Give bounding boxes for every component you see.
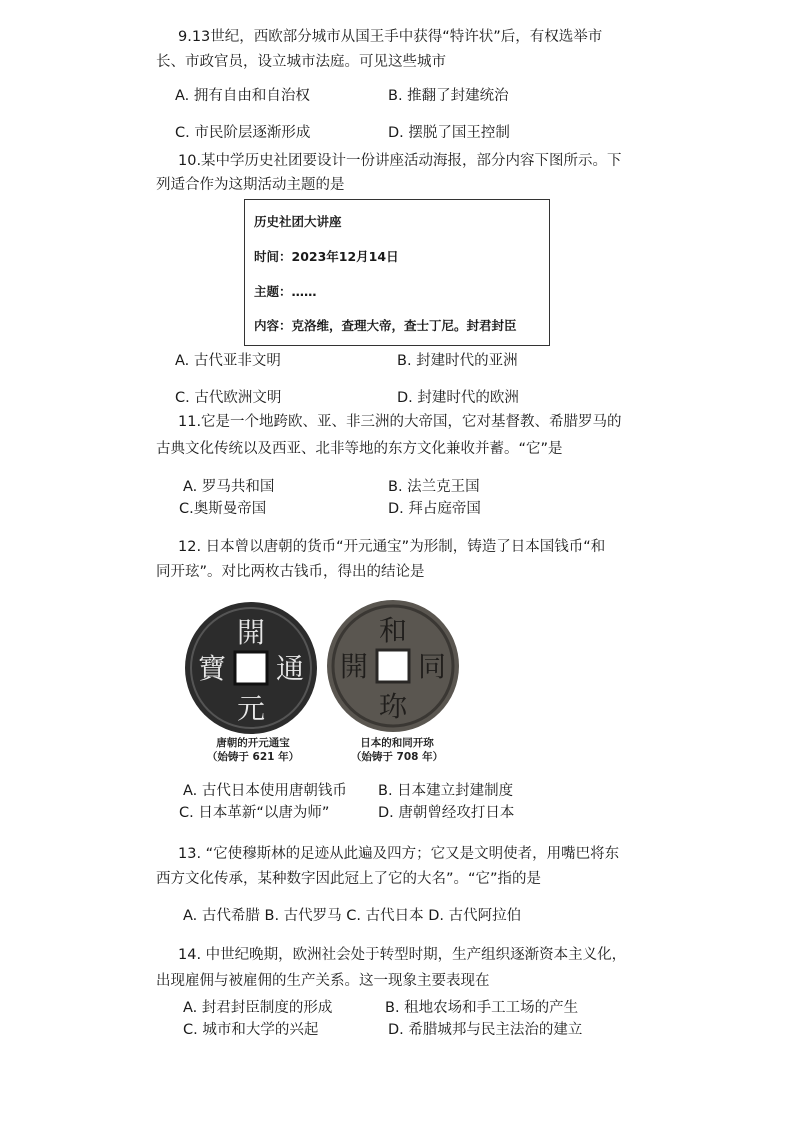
q11-option-c[interactable]: C.奥斯曼帝国	[179, 501, 267, 517]
q14-option-c[interactable]: C. 城市和大学的兴起	[183, 1022, 319, 1038]
q12-stem-line1: 12. 日本曾以唐朝的货币“开元通宝”为形制，铸造了日本国钱币“和	[178, 539, 606, 555]
poster-theme: 主题：……	[254, 284, 317, 299]
q13-stem-line2: 西方文化传承，某种数字因此冠上了它的大名”。“它”指的是	[156, 871, 542, 887]
q13-options[interactable]: A. 古代希腊 B. 古代罗马 C. 古代日本 D. 古代阿拉伯	[183, 908, 522, 924]
q10-option-a[interactable]: A. 古代亚非文明	[175, 353, 281, 369]
coin-right-caption: 日本的和同开珎	[360, 737, 434, 749]
q11-option-b[interactable]: B. 法兰克王国	[388, 479, 480, 495]
poster-time: 时间：2023年12月14日	[254, 249, 399, 264]
q9-option-d[interactable]: D. 摆脱了国王控制	[388, 125, 510, 141]
coin-left-char-top: 開	[236, 616, 266, 649]
q11-stem-line2: 古典文化传统以及西亚、北非等地的东方文化兼收并蓄。“它”是	[156, 441, 563, 457]
q10-option-d[interactable]: D. 封建时代的欧洲	[397, 390, 519, 406]
q9-option-c[interactable]: C. 市民阶层逐渐形成	[175, 125, 311, 141]
q10-option-c[interactable]: C. 古代欧洲文明	[175, 390, 282, 406]
q12-option-c[interactable]: C. 日本革新“以唐为师”	[179, 805, 330, 821]
lecture-poster	[244, 199, 550, 346]
q14-stem-line1: 14. 中世纪晚期，欧洲社会处于转型时期，生产组织逐渐资本主义化，	[178, 947, 627, 963]
q14-option-b[interactable]: B. 租地农场和手工工场的产生	[385, 1000, 579, 1016]
coin-wado-kaichin	[327, 600, 459, 732]
coin-left-char-left: 寶	[197, 652, 227, 685]
q10-stem-line2: 列适合作为这期活动主题的是	[156, 177, 345, 193]
coin-left-date: （始铸于 621 年）	[206, 751, 300, 763]
q12-option-a[interactable]: A. 古代日本使用唐朝钱币	[183, 783, 347, 799]
q14-stem-line2: 出现雇佣与被雇佣的生产关系。这一现象主要表现在	[156, 973, 490, 989]
q14-option-d[interactable]: D. 希腊城邦与民主法治的建立	[388, 1022, 583, 1038]
coin-right-char-left: 開	[339, 650, 369, 683]
coin-right-date: （始铸于 708 年）	[350, 751, 444, 763]
coins-figure	[183, 598, 463, 770]
q9-option-a[interactable]: A. 拥有自由和自治权	[175, 88, 310, 104]
poster-title: 历史社团大讲座	[254, 214, 342, 229]
coin-right-char-right: 同	[417, 650, 447, 683]
q9-option-b[interactable]: B. 推翻了封建统治	[388, 88, 509, 104]
q9-stem-line1: 9.13世纪，西欧部分城市从国王手中获得“特许状”后，有权选举市	[178, 29, 603, 45]
q11-stem-line1: 11.它是一个地跨欧、亚、非三洲的大帝国，它对基督教、希腊罗马的	[178, 414, 622, 430]
coin-left-caption: 唐朝的开元通宝	[216, 737, 290, 749]
coin-right-char-bottom: 珎	[378, 690, 408, 723]
poster-content: 内容：克洛维，查理大帝，查士丁尼。封君封臣	[254, 318, 517, 333]
q10-stem-line1: 10.某中学历史社团要设计一份讲座活动海报，部分内容下图所示。下	[178, 153, 622, 169]
q11-option-d[interactable]: D. 拜占庭帝国	[388, 501, 481, 517]
q14-option-a[interactable]: A. 封君封臣制度的形成	[183, 1000, 333, 1016]
q13-stem-line1: 13. “它使穆斯林的足迹从此遍及四方；它又是文明使者，用嘴巴将东	[178, 846, 620, 862]
coin-kaiyuan-tongbao	[185, 602, 317, 734]
q12-stem-line2: 同开玹”。对比两枚古钱币，得出的结论是	[156, 564, 425, 580]
coin-left-hole	[235, 652, 267, 684]
coin-right-hole	[377, 650, 409, 682]
coin-right-char-top: 和	[378, 614, 408, 647]
q10-option-b[interactable]: B. 封建时代的亚洲	[397, 353, 518, 369]
q12-option-b[interactable]: B. 日本建立封建制度	[378, 783, 514, 799]
q9-stem-line2: 长、市政官员，设立城市法庭。可见这些城市	[156, 54, 446, 70]
q12-option-d[interactable]: D. 唐朝曾经攻打日本	[378, 805, 515, 821]
coin-left-char-right: 通	[275, 652, 305, 685]
q11-option-a[interactable]: A. 罗马共和国	[183, 479, 275, 495]
coin-left-char-bottom: 元	[236, 692, 266, 725]
